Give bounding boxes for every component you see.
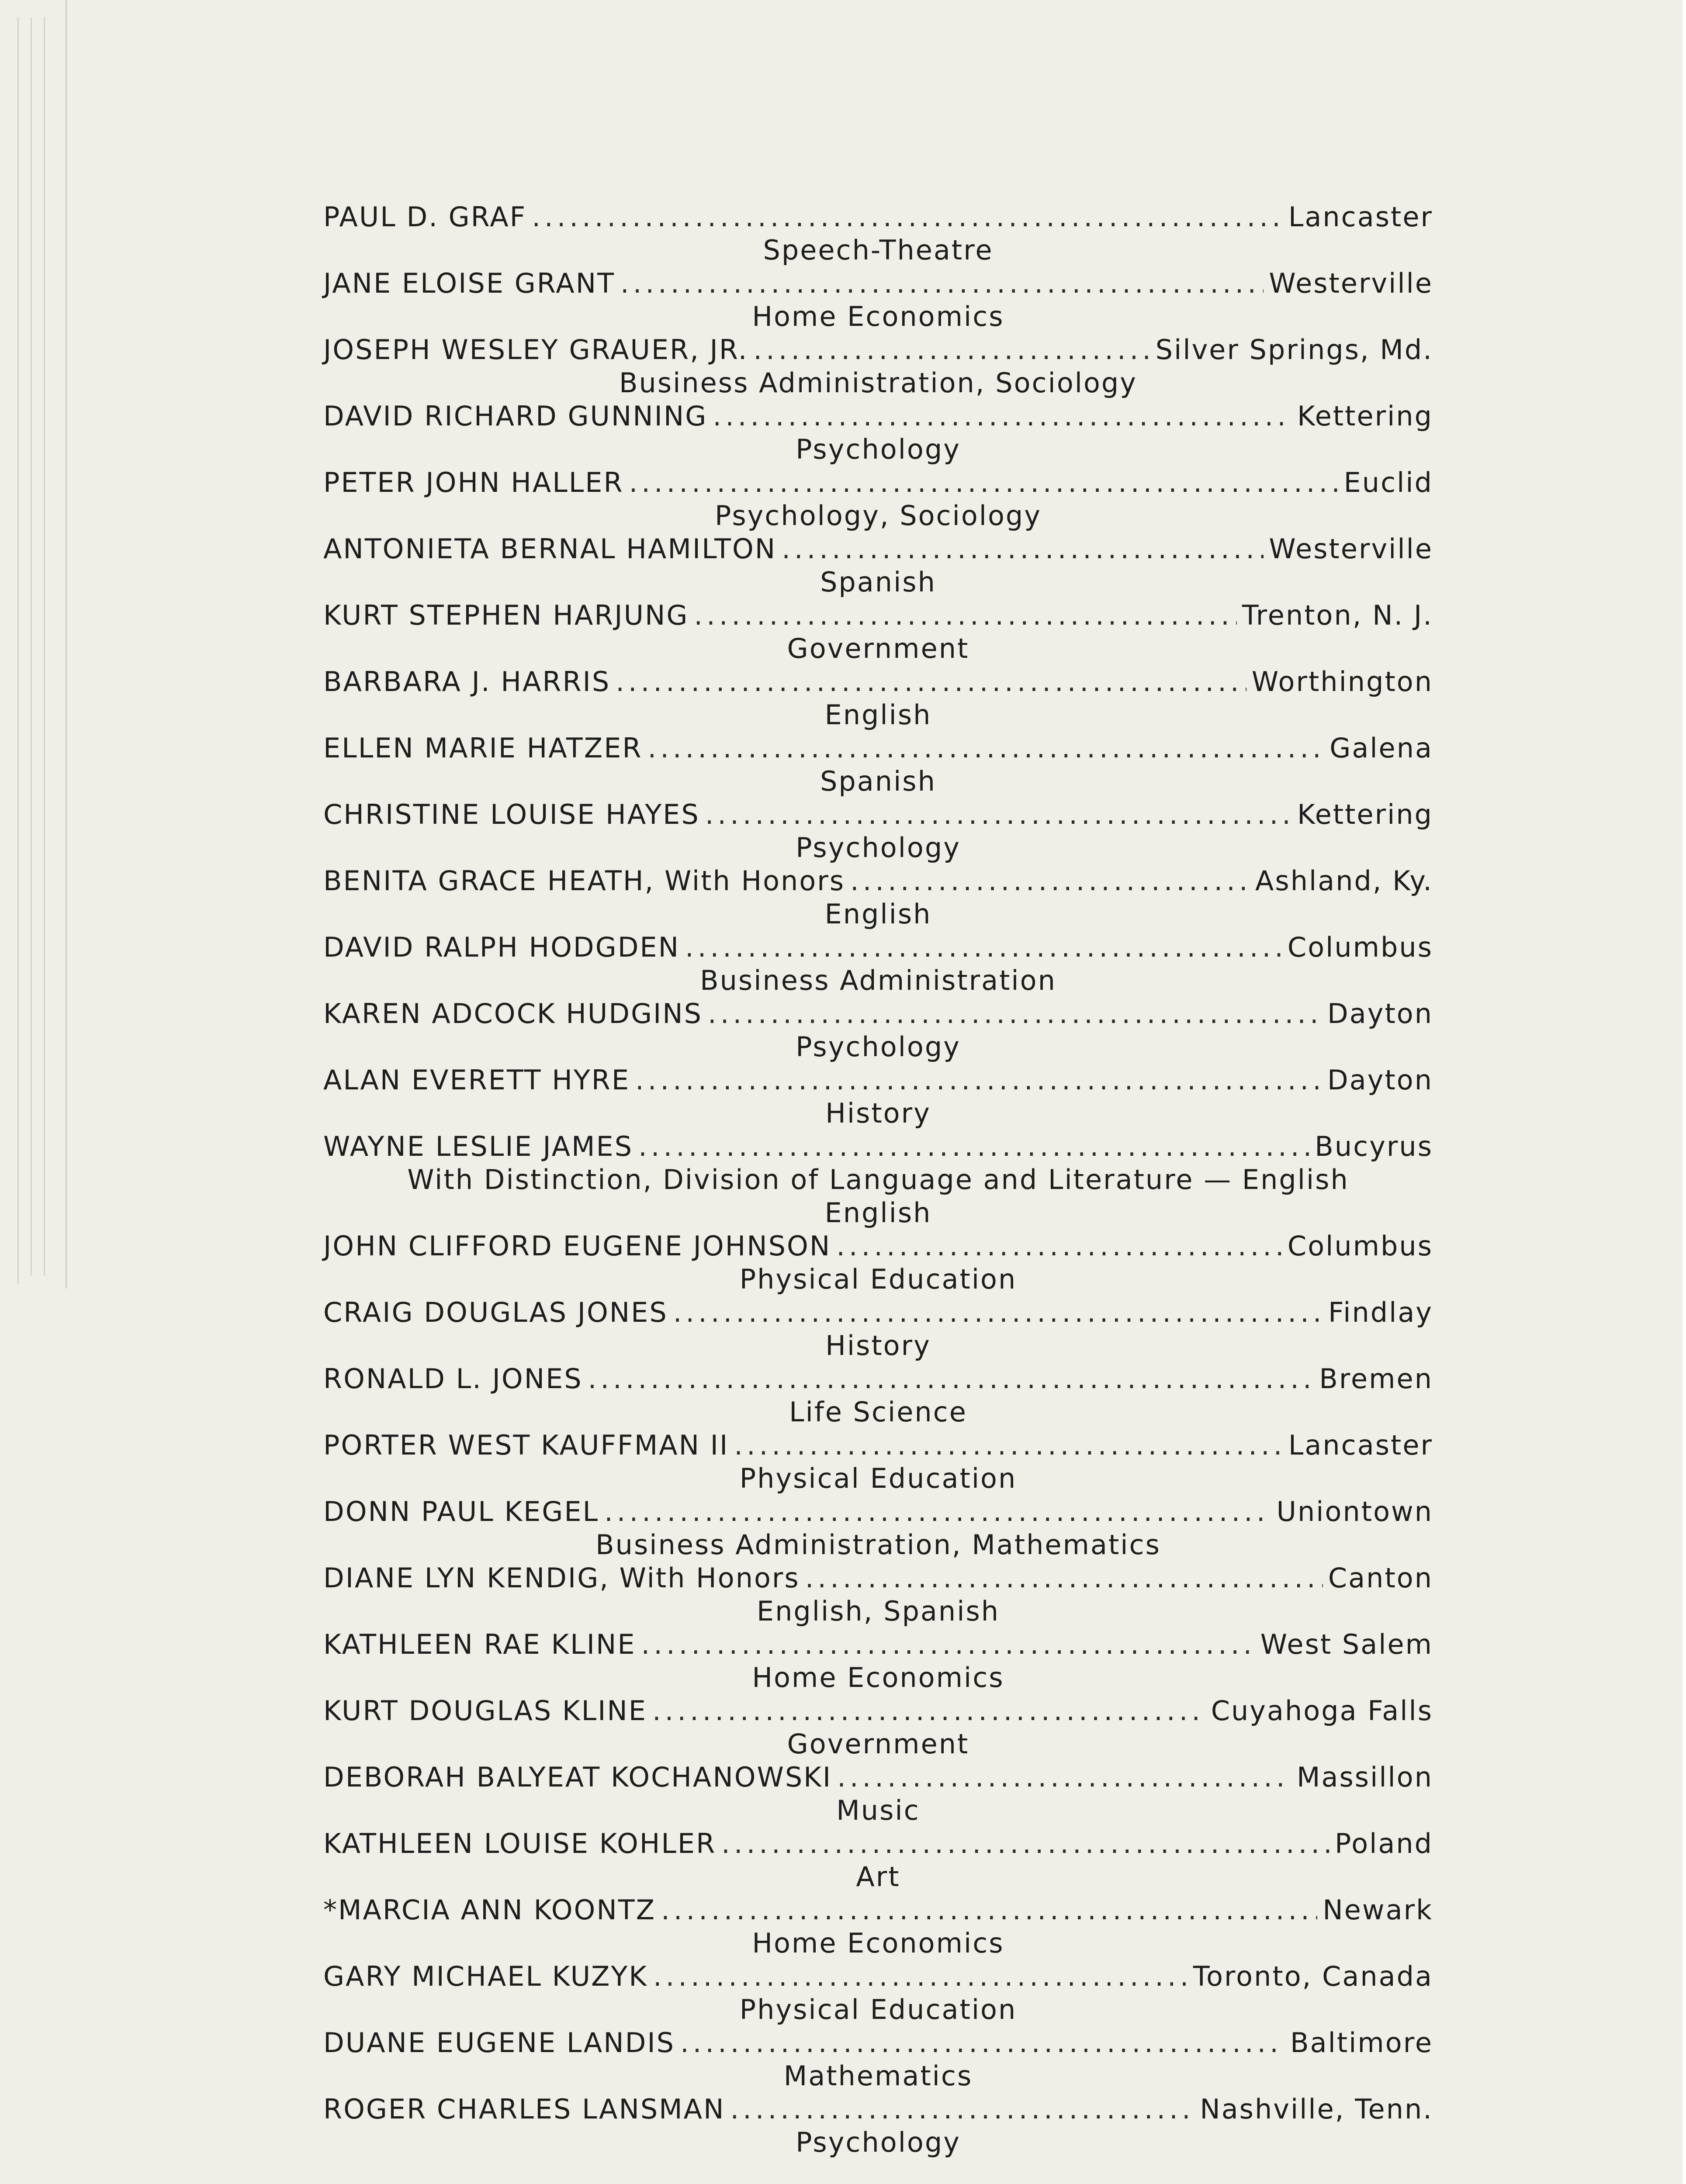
hometown: Toronto, Canada xyxy=(1193,1960,1433,1992)
dot-leader xyxy=(708,998,1322,1030)
hometown: Worthington xyxy=(1251,666,1433,698)
graduate-entry xyxy=(323,2027,1433,2093)
major-line: Business Administration xyxy=(700,964,1056,996)
major-line: Art xyxy=(856,1861,900,1893)
graduate-entry xyxy=(323,334,1433,400)
dot-leader xyxy=(604,1496,1271,1527)
dot-leader xyxy=(661,1894,1317,1926)
graduate-name: CRAIG DOUGLAS JONES xyxy=(323,1296,668,1328)
graduate-entry xyxy=(323,267,1433,334)
graduate-row xyxy=(323,533,1433,566)
dot-leader xyxy=(641,1628,1255,1660)
major-line: Psychology xyxy=(796,433,961,465)
page-edge-line xyxy=(31,17,32,1275)
graduate-name: JOHN CLIFFORD EUGENE JOHNSON xyxy=(323,1230,831,1262)
graduate-row xyxy=(323,1363,1433,1396)
stacked-page-edges xyxy=(0,0,67,1289)
dot-leader xyxy=(680,2027,1285,2059)
graduate-row xyxy=(323,1695,1433,1728)
hometown: Westerville xyxy=(1269,533,1433,565)
major-line: Mathematics xyxy=(783,2060,973,2092)
graduate-name: DUANE EUGENE LANDIS xyxy=(323,2027,675,2059)
hometown: Uniontown xyxy=(1276,1496,1433,1527)
hometown: Galena xyxy=(1329,732,1433,764)
graduate-entry xyxy=(323,732,1433,798)
graduate-entry xyxy=(323,1562,1433,1628)
graduate-name: WAYNE LESLIE JAMES xyxy=(323,1130,634,1162)
graduate-entry xyxy=(323,1429,1433,1496)
graduate-entry xyxy=(323,798,1433,865)
major-line: Home Economics xyxy=(752,301,1004,332)
graduate-row xyxy=(323,1894,1433,1927)
dot-leader xyxy=(705,798,1292,830)
graduate-entry xyxy=(323,1960,1433,2027)
major-line: With Distinction, Division of Language and Literature — English xyxy=(407,1164,1349,1196)
graduate-name: KURT DOUGLAS KLINE xyxy=(323,1695,647,1727)
graduate-name: DAVID RICHARD GUNNING xyxy=(323,400,708,432)
graduate-row xyxy=(323,1628,1433,1662)
dot-leader xyxy=(805,1562,1323,1594)
graduate-row xyxy=(323,798,1433,832)
major-line: English xyxy=(824,1197,932,1229)
graduate-row xyxy=(323,1761,1433,1794)
graduate-list xyxy=(323,201,1433,2160)
graduate-name: ROGER CHARLES LANSMAN xyxy=(323,2093,725,2125)
graduate-name: DEBORAH BALYEAT KOCHANOWSKI xyxy=(323,1761,832,1793)
graduate-name: ELLEN MARIE HATZER xyxy=(323,732,643,764)
graduate-row xyxy=(323,267,1433,301)
graduate-entry xyxy=(323,533,1433,599)
graduate-name: JOSEPH WESLEY GRAUER, JR. xyxy=(323,334,748,366)
major-line: Spanish xyxy=(820,765,936,797)
graduate-name: DAVID RALPH HODGDEN xyxy=(323,931,680,963)
graduate-entry xyxy=(323,599,1433,666)
graduate-entry xyxy=(323,1363,1433,1429)
dot-leader xyxy=(836,1230,1282,1262)
graduate-row xyxy=(323,732,1433,765)
graduate-entry xyxy=(323,1064,1433,1130)
hometown: Kettering xyxy=(1297,400,1433,432)
dot-leader xyxy=(652,1695,1206,1727)
major-line: Spanish xyxy=(820,566,936,598)
hometown: Ashland, Ky. xyxy=(1255,865,1433,897)
hometown: Dayton xyxy=(1327,1064,1433,1096)
graduate-entry xyxy=(323,1828,1433,1894)
dot-leader xyxy=(532,201,1283,233)
dot-leader xyxy=(850,865,1250,897)
major-line: Home Economics xyxy=(752,1927,1004,1959)
graduate-entry xyxy=(323,1296,1433,1363)
hometown: Silver Springs, Md. xyxy=(1155,334,1433,366)
graduate-row xyxy=(323,1828,1433,1861)
hometown: Lancaster xyxy=(1288,1429,1433,1461)
hometown: Trenton, N. J. xyxy=(1242,599,1433,631)
hometown: Nashville, Tenn. xyxy=(1200,2093,1433,2125)
dot-leader xyxy=(620,267,1264,299)
graduate-row xyxy=(323,1429,1433,1462)
graduate-entry xyxy=(323,1130,1433,1230)
dot-leader xyxy=(837,1761,1291,1793)
graduate-row xyxy=(323,865,1433,898)
hometown: Euclid xyxy=(1343,467,1433,498)
major-line: English xyxy=(824,898,932,930)
graduate-row xyxy=(323,467,1433,500)
major-line: Music xyxy=(836,1794,920,1826)
graduate-entry xyxy=(323,400,1433,467)
hometown: Bremen xyxy=(1319,1363,1433,1395)
graduate-entry xyxy=(323,666,1433,732)
hometown: Kettering xyxy=(1297,798,1433,830)
major-line: Business Administration, Sociology xyxy=(619,367,1137,399)
graduate-row xyxy=(323,1496,1433,1529)
major-line: Business Administration, Mathematics xyxy=(595,1529,1161,1561)
graduate-entry xyxy=(323,1230,1433,1296)
graduate-row xyxy=(323,666,1433,699)
hometown: Columbus xyxy=(1287,931,1433,963)
graduate-name: ANTONIETA BERNAL HAMILTON xyxy=(323,533,777,565)
major-line: History xyxy=(825,1330,931,1362)
graduate-row xyxy=(323,1562,1433,1595)
major-line: Physical Education xyxy=(739,1263,1017,1295)
graduate-name: JANE ELOISE GRANT xyxy=(323,267,615,299)
hometown: Lancaster xyxy=(1288,201,1433,233)
hometown: Dayton xyxy=(1327,998,1433,1030)
graduate-name: DIANE LYN KENDIG, With Honors xyxy=(323,1562,800,1594)
graduate-row xyxy=(323,1296,1433,1330)
graduate-name: KATHLEEN RAE KLINE xyxy=(323,1628,636,1660)
hometown: Westerville xyxy=(1269,267,1433,299)
major-line: Life Science xyxy=(789,1396,967,1428)
graduate-row xyxy=(323,1960,1433,1994)
dot-leader xyxy=(782,533,1264,565)
dot-leader xyxy=(616,666,1246,698)
graduate-name: RONALD L. JONES xyxy=(323,1363,583,1395)
major-line: Physical Education xyxy=(739,1994,1017,2025)
major-line: Speech-Theatre xyxy=(763,234,994,266)
graduate-name: KATHLEEN LOUISE KOHLER xyxy=(323,1828,717,1859)
graduate-name: DONN PAUL KEGEL xyxy=(323,1496,599,1527)
graduate-row xyxy=(323,1230,1433,1263)
major-line: English, Spanish xyxy=(756,1595,1000,1627)
page-edge-line xyxy=(44,17,45,1275)
graduate-entry xyxy=(323,1894,1433,1960)
graduate-entry xyxy=(323,1496,1433,1562)
graduate-entry xyxy=(323,1695,1433,1761)
hometown: Newark xyxy=(1322,1894,1433,1926)
dot-leader xyxy=(753,334,1150,366)
graduate-row xyxy=(323,2093,1433,2126)
dot-leader xyxy=(721,1828,1329,1859)
dot-leader xyxy=(713,400,1292,432)
major-line: Psychology xyxy=(796,2126,961,2158)
dot-leader xyxy=(629,467,1339,498)
hometown: Cuyahoga Falls xyxy=(1211,1695,1433,1727)
graduate-name: KURT STEPHEN HARJUNG xyxy=(323,599,689,631)
hometown: Findlay xyxy=(1328,1296,1433,1328)
graduate-name: BARBARA J. HARRIS xyxy=(323,666,611,698)
major-line: Psychology xyxy=(796,832,961,864)
dot-leader xyxy=(734,1429,1283,1461)
graduate-row xyxy=(323,599,1433,632)
graduate-row xyxy=(323,1064,1433,1097)
hometown: Columbus xyxy=(1287,1230,1433,1262)
graduate-name: CHRISTINE LOUISE HAYES xyxy=(323,798,700,830)
graduate-entry xyxy=(323,201,1433,267)
graduate-row xyxy=(323,334,1433,367)
graduate-name: PAUL D. GRAF xyxy=(323,201,527,233)
hometown: Baltimore xyxy=(1290,2027,1433,2059)
graduate-row xyxy=(323,1130,1433,1164)
dot-leader xyxy=(635,1064,1322,1096)
graduate-name: GARY MICHAEL KUZYK xyxy=(323,1960,648,1992)
major-line: Home Economics xyxy=(752,1662,1004,1693)
page-margin-right xyxy=(1683,0,1686,2184)
dot-leader xyxy=(673,1296,1323,1328)
hometown: Canton xyxy=(1328,1562,1433,1594)
major-line: Government xyxy=(787,1728,969,1760)
major-line: Psychology, Sociology xyxy=(715,500,1042,532)
dot-leader xyxy=(685,931,1282,963)
graduate-name: ALAN EVERETT HYRE xyxy=(323,1064,630,1096)
dot-leader xyxy=(730,2093,1194,2125)
graduate-name: BENITA GRACE HEATH, With Honors xyxy=(323,865,845,897)
graduate-entry xyxy=(323,931,1433,998)
graduate-entry xyxy=(323,1628,1433,1695)
graduate-name: PORTER WEST KAUFFMAN II xyxy=(323,1429,729,1461)
dot-leader xyxy=(694,599,1237,631)
major-line: Physical Education xyxy=(739,1462,1017,1494)
hometown: Bucyrus xyxy=(1315,1130,1433,1162)
hometown: Massillon xyxy=(1297,1761,1433,1793)
graduate-row xyxy=(323,201,1433,234)
graduate-row xyxy=(323,400,1433,433)
dot-leader xyxy=(638,1130,1309,1162)
hometown: West Salem xyxy=(1260,1628,1433,1660)
major-line: Government xyxy=(787,632,969,664)
graduate-entry xyxy=(323,2093,1433,2160)
dot-leader xyxy=(588,1363,1314,1395)
dot-leader xyxy=(648,732,1325,764)
dot-leader xyxy=(653,1960,1188,1992)
graduate-name: PETER JOHN HALLER xyxy=(323,467,624,498)
graduate-row xyxy=(323,931,1433,964)
hometown: Poland xyxy=(1335,1828,1433,1859)
page-edge-line xyxy=(17,17,19,1284)
graduate-name: *MARCIA ANN KOONTZ xyxy=(323,1894,656,1926)
graduate-row xyxy=(323,998,1433,1031)
graduate-entry xyxy=(323,998,1433,1064)
major-line: English xyxy=(824,699,932,731)
graduate-entry xyxy=(323,467,1433,533)
graduate-name: KAREN ADCOCK HUDGINS xyxy=(323,998,703,1030)
major-line: History xyxy=(825,1097,931,1129)
graduate-entry xyxy=(323,1761,1433,1828)
graduate-row xyxy=(323,2027,1433,2060)
major-line: Psychology xyxy=(796,1031,961,1063)
graduate-entry xyxy=(323,865,1433,931)
